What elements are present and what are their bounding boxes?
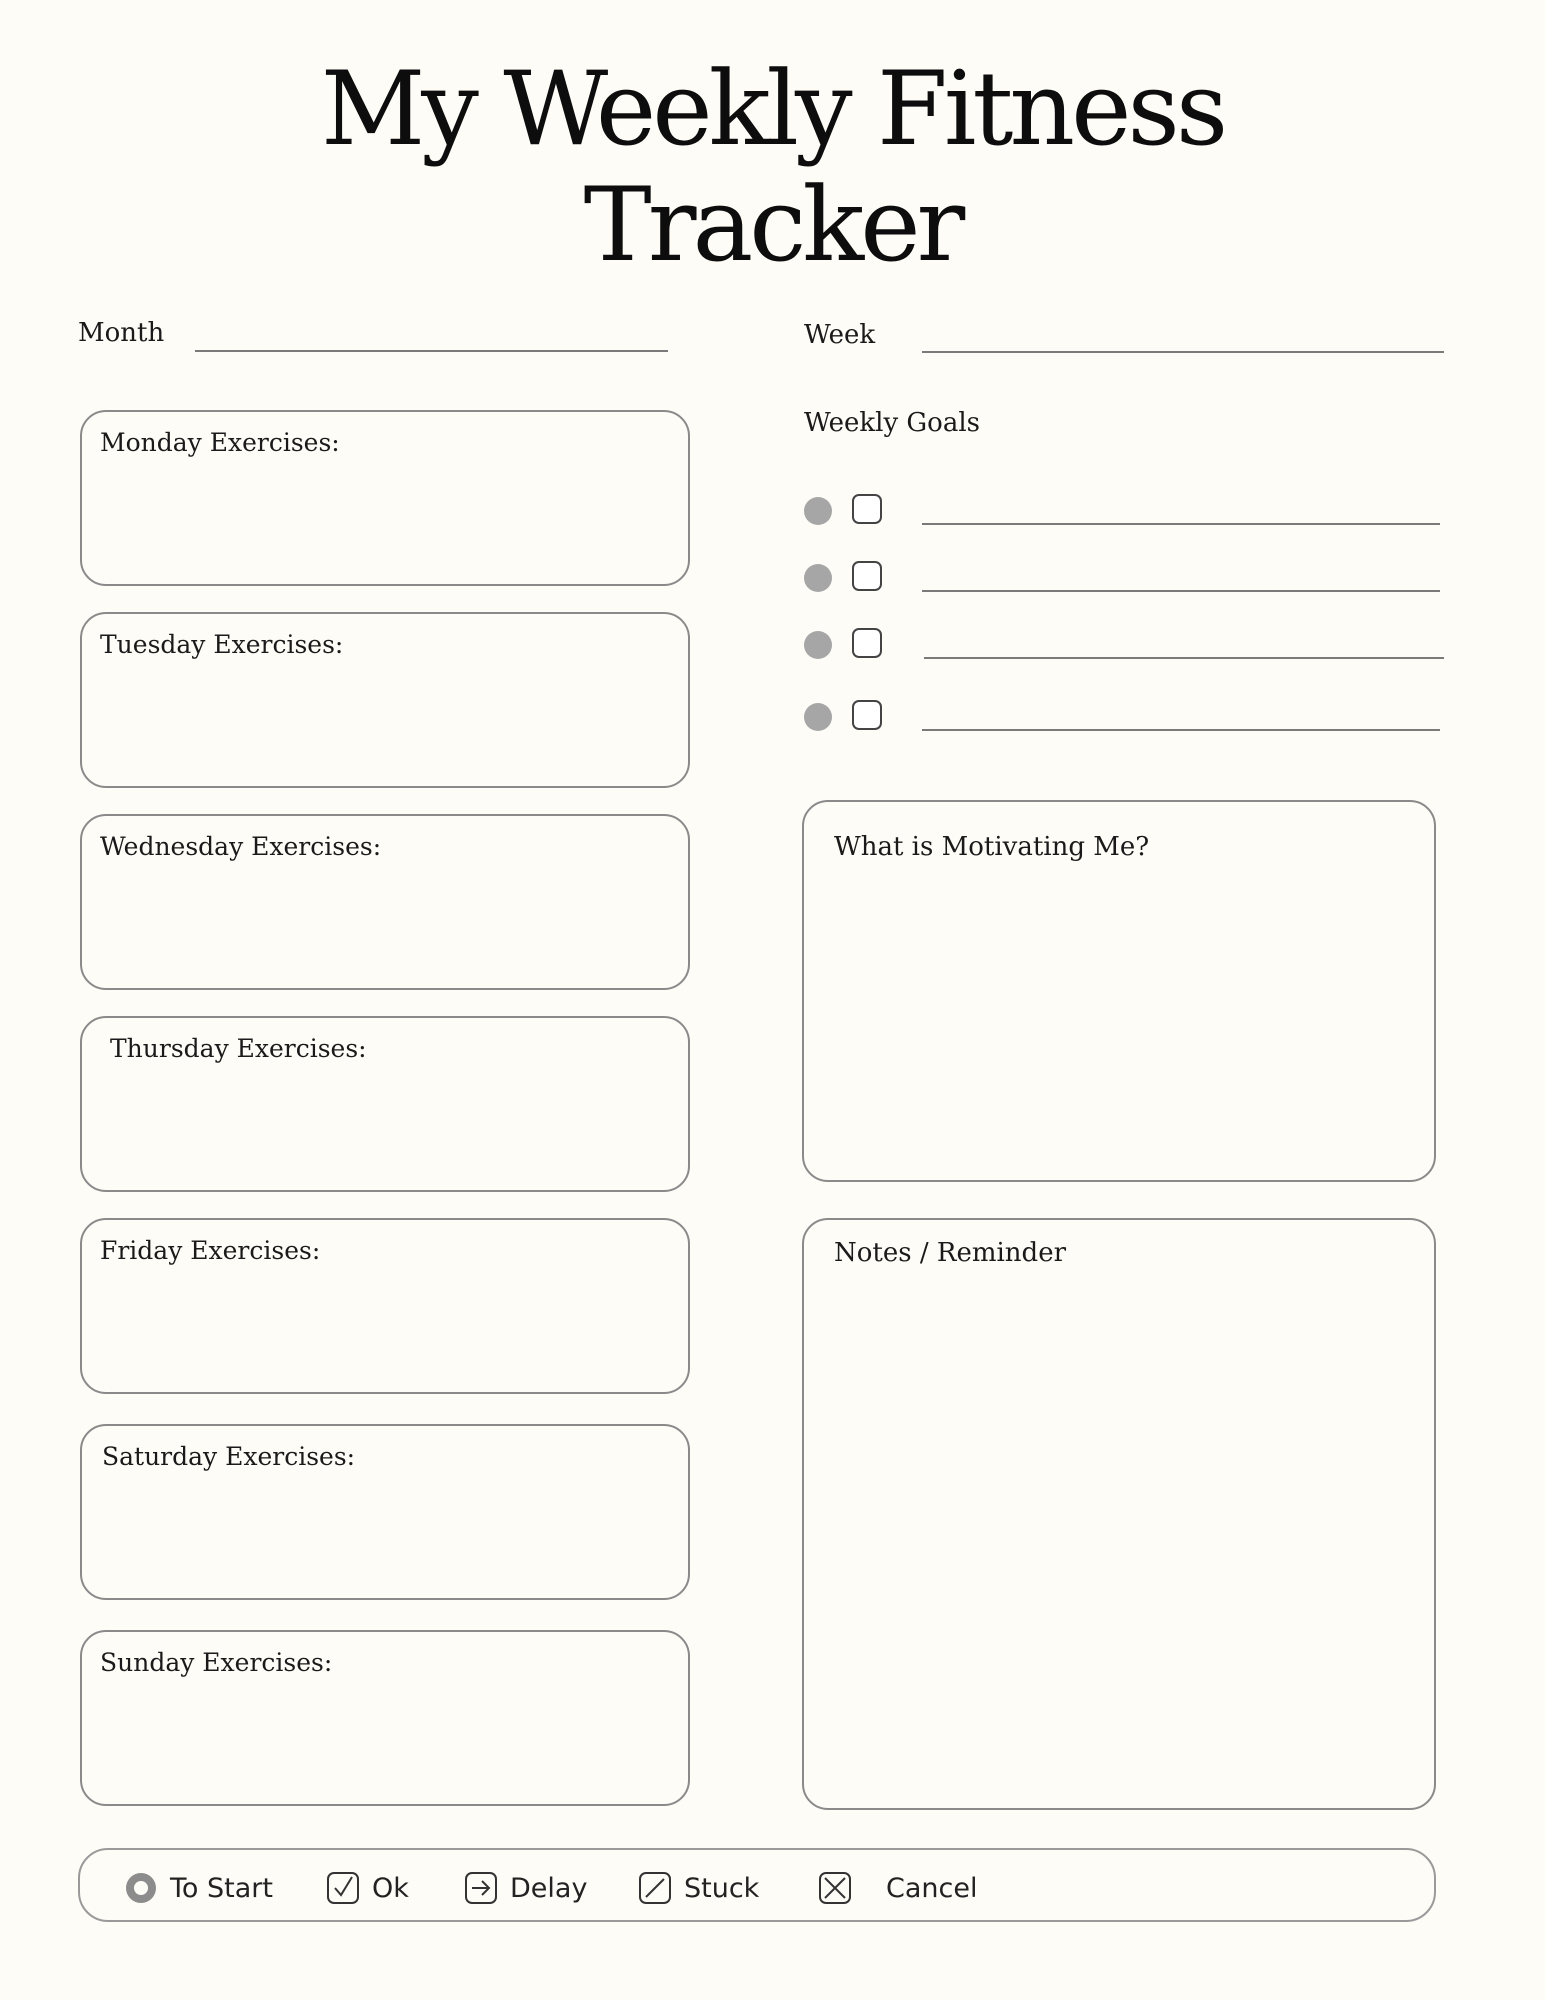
goal-input-line[interactable] bbox=[922, 729, 1440, 731]
thursday-box[interactable] bbox=[80, 1016, 690, 1192]
legend-ok bbox=[326, 1868, 409, 1908]
title-line-1: My Weekly Fitness bbox=[320, 50, 1225, 169]
legend-label: To Start bbox=[170, 1872, 273, 1904]
goal-checkbox[interactable] bbox=[852, 494, 882, 524]
weekly-goals-label: Weekly Goals bbox=[804, 408, 980, 438]
tuesday-box[interactable] bbox=[80, 612, 690, 788]
goal-checkbox[interactable] bbox=[852, 561, 882, 591]
goal-row bbox=[804, 696, 1440, 736]
friday-box[interactable] bbox=[80, 1218, 690, 1394]
week-input-line[interactable] bbox=[922, 351, 1444, 353]
goal-input-line[interactable] bbox=[924, 657, 1444, 659]
title-line-2: Tracker bbox=[583, 166, 962, 285]
status-legend bbox=[78, 1848, 1436, 1922]
goal-input-line[interactable] bbox=[922, 590, 1440, 592]
notes-box[interactable] bbox=[802, 1218, 1436, 1810]
legend-label: Cancel bbox=[886, 1872, 978, 1904]
goal-row bbox=[804, 624, 1440, 664]
sunday-label: Sunday Exercises: bbox=[100, 1648, 333, 1677]
bullet-dot-icon bbox=[804, 631, 832, 659]
slash-box-icon bbox=[638, 1871, 672, 1905]
bullet-dot-icon bbox=[804, 564, 832, 592]
legend-cancel bbox=[818, 1868, 977, 1908]
wednesday-label: Wednesday Exercises: bbox=[100, 832, 382, 861]
legend-label: Ok bbox=[372, 1872, 409, 1904]
arrow-box-icon bbox=[464, 1871, 498, 1905]
legend-label: Stuck bbox=[684, 1872, 760, 1904]
goal-row bbox=[804, 490, 1440, 530]
goal-checkbox[interactable] bbox=[852, 628, 882, 658]
bullet-dot-icon bbox=[804, 497, 832, 525]
goal-checkbox[interactable] bbox=[852, 700, 882, 730]
goal-input-line[interactable] bbox=[922, 523, 1440, 525]
radio-dot-icon bbox=[124, 1871, 158, 1905]
motivation-box[interactable] bbox=[802, 800, 1436, 1182]
monday-box[interactable] bbox=[80, 410, 690, 586]
legend-label: Delay bbox=[510, 1872, 588, 1904]
friday-label: Friday Exercises: bbox=[100, 1236, 321, 1265]
legend-delay bbox=[464, 1868, 587, 1908]
motivation-label: What is Motivating Me? bbox=[834, 832, 1150, 862]
x-box-icon bbox=[818, 1871, 852, 1905]
sunday-box[interactable] bbox=[80, 1630, 690, 1806]
check-box-icon bbox=[326, 1871, 360, 1905]
page-title bbox=[0, 52, 1545, 284]
bullet-dot-icon bbox=[804, 703, 832, 731]
notes-label: Notes / Reminder bbox=[834, 1238, 1067, 1268]
goal-row bbox=[804, 557, 1440, 597]
tuesday-label: Tuesday Exercises: bbox=[100, 630, 344, 659]
month-input-line[interactable] bbox=[195, 350, 668, 352]
saturday-label: Saturday Exercises: bbox=[102, 1442, 356, 1471]
month-label: Month bbox=[78, 318, 165, 348]
legend-stuck bbox=[638, 1868, 759, 1908]
legend-to-start bbox=[124, 1868, 273, 1908]
monday-label: Monday Exercises: bbox=[100, 428, 340, 457]
saturday-box[interactable] bbox=[80, 1424, 690, 1600]
week-label: Week bbox=[804, 320, 876, 350]
wednesday-box[interactable] bbox=[80, 814, 690, 990]
thursday-label: Thursday Exercises: bbox=[110, 1034, 367, 1063]
